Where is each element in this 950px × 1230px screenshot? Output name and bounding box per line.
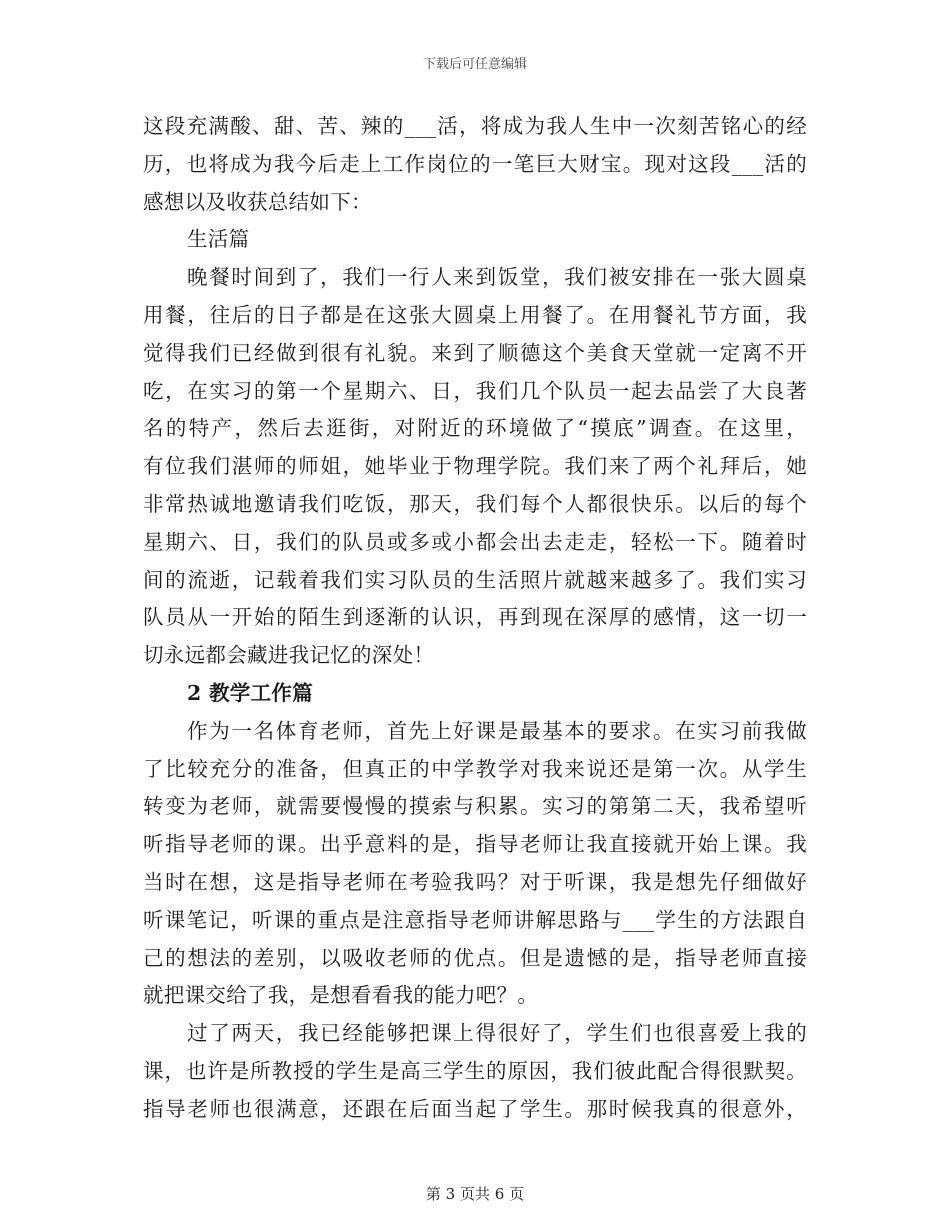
text-line: 间的流逝，记载着我们实习队员的生活照片就越来越多了。我们实习 bbox=[143, 567, 807, 592]
page-header: 下载后可任意编辑 bbox=[422, 57, 527, 72]
text-line: 课，也许是所教授的学生是高三学生的原因，我们彼此配合得很默契。 bbox=[143, 1058, 807, 1083]
text-line: 感想以及收获总结如下： bbox=[143, 189, 372, 214]
text-line: 名的特产，然后去逛街，对附近的环境做了“摸底”调查。在这里， bbox=[143, 416, 807, 441]
text-line: 这段充满酸、甜、苦、辣的___活，将成为我人生中一次刻苦铭心的经 bbox=[143, 114, 807, 138]
text-line: 指导老师也很满意，还跟在后面当起了学生。那时候我真的很意外， bbox=[143, 1096, 807, 1121]
text-line: 星期六、日，我们的队员或多或小都会出去走走，轻松一下。随着时 bbox=[143, 529, 807, 554]
text-line: 晚餐时间到了，我们一行人来到饭堂，我们被安排在一张大圆桌 bbox=[187, 265, 807, 290]
text-line: 觉得我们已经做到很有礼貌。来到了顺德这个美食天堂就一定离不开 bbox=[143, 340, 807, 365]
text-line: 作为一名体育老师，首先上好课是最基本的要求。在实习前我做 bbox=[187, 718, 807, 743]
page-footer: 第 3 页共 6 页 bbox=[425, 1185, 525, 1203]
text-line: 切永远都会藏进我记忆的深处！ bbox=[143, 643, 435, 668]
section-heading: 2 教学工作篇 bbox=[187, 680, 314, 705]
text-line: 己的想法的差别，以吸收老师的优点。但是遗憾的是，指导老师直接 bbox=[143, 945, 807, 970]
text-line: 有位我们湛师的师姐，她毕业于物理学院。我们来了两个礼拜后，她 bbox=[143, 454, 807, 479]
text-line: 历，也将成为我今后走上工作岗位的一笔巨大财宝。现对这段___活的 bbox=[143, 151, 807, 176]
text-line: 用餐，往后的日子都是在这张大圆桌上用餐了。在用餐礼节方面，我 bbox=[143, 302, 807, 327]
text-line: 了比较充分的准备，但真正的中学教学对我来说还是第一次。从学生 bbox=[143, 756, 807, 781]
document-body bbox=[143, 108, 807, 1129]
text-line: 听指导老师的课。出乎意料的是，指导老师让我直接就开始上课。我 bbox=[143, 832, 807, 857]
text-line: 过了两天，我已经能够把课上得很好了，学生们也很喜爱上我的 bbox=[187, 1021, 807, 1046]
text-line: 就把课交给了我，是想看看我的能力吧？。 bbox=[143, 983, 539, 1008]
text-line: 生活篇 bbox=[187, 227, 250, 252]
text-line: 队员从一开始的陌生到逐渐的认识，再到现在深厚的感情，这一切一 bbox=[143, 605, 807, 630]
text-line: 非常热诚地邀请我们吃饭，那天，我们每个人都很快乐。以后的每个 bbox=[143, 491, 807, 516]
text-line: 转变为老师，就需要慢慢的摸索与积累。实习的第第二天，我希望听 bbox=[143, 794, 807, 819]
text-line: 听课笔记，听课的重点是注意指导老师讲解思路与___学生的方法跟自 bbox=[143, 907, 807, 932]
text-line: 当时在想，这是指导老师在考验我吗？对于听课，我是想先仔细做好 bbox=[143, 869, 807, 894]
text-line: 吃，在实习的第一个星期六、日，我们几个队员一起去品尝了大良著 bbox=[143, 378, 807, 403]
